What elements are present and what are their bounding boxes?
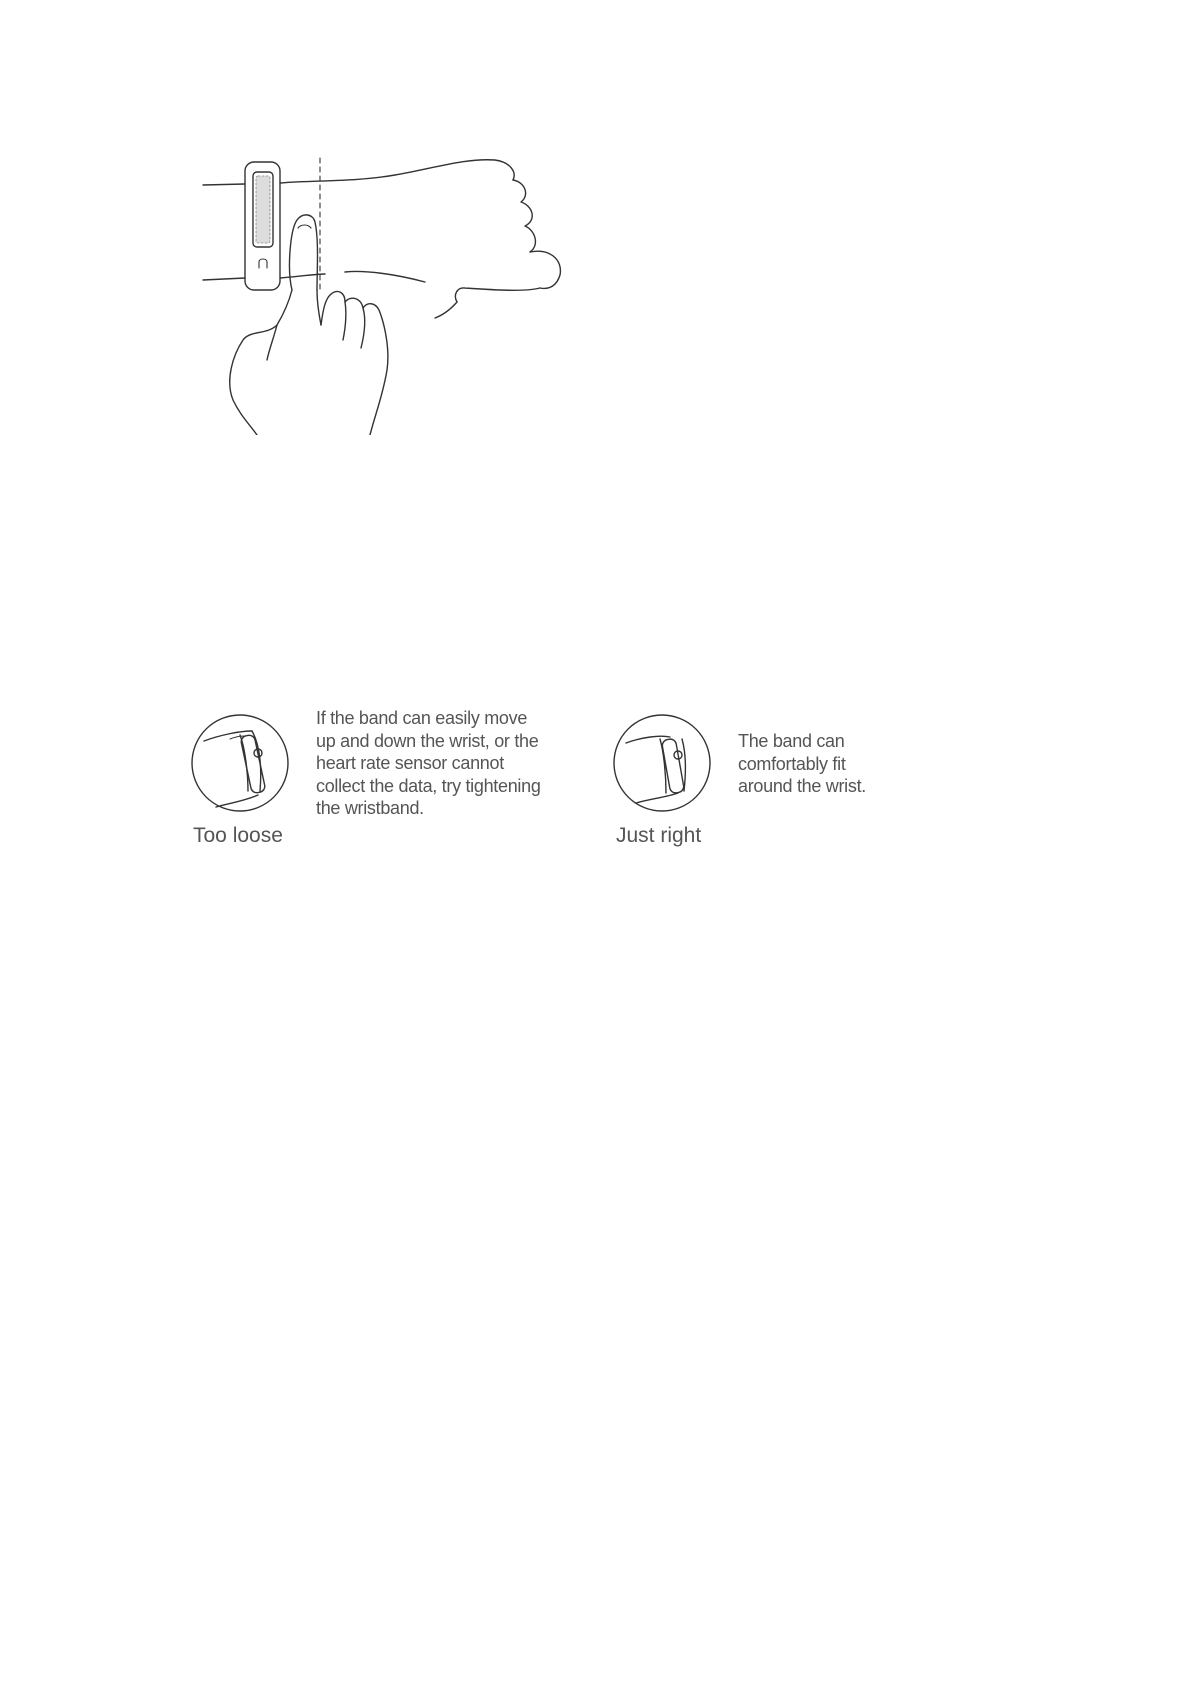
just-right-caption: Just right: [616, 824, 702, 847]
description-line: the wristband.: [316, 798, 424, 819]
too-loose-caption: Too loose: [193, 824, 283, 847]
description-line: If the band can easily move: [316, 708, 528, 728]
wrist-measure-illustration: [195, 150, 570, 435]
description-line: The band can: [738, 731, 845, 751]
too-loose-description: [316, 707, 586, 820]
band-too-loose-icon: [190, 713, 290, 813]
description-line: comfortably fit: [738, 753, 846, 774]
description-line: collect the data, try tightening: [316, 775, 541, 796]
description-line: around the wrist.: [738, 776, 866, 797]
just-right-description: [738, 730, 908, 798]
description-line: up and down the wrist, or the: [316, 730, 539, 751]
description-line: heart rate sensor cannot: [316, 753, 504, 774]
band-just-right-icon: [612, 713, 712, 813]
